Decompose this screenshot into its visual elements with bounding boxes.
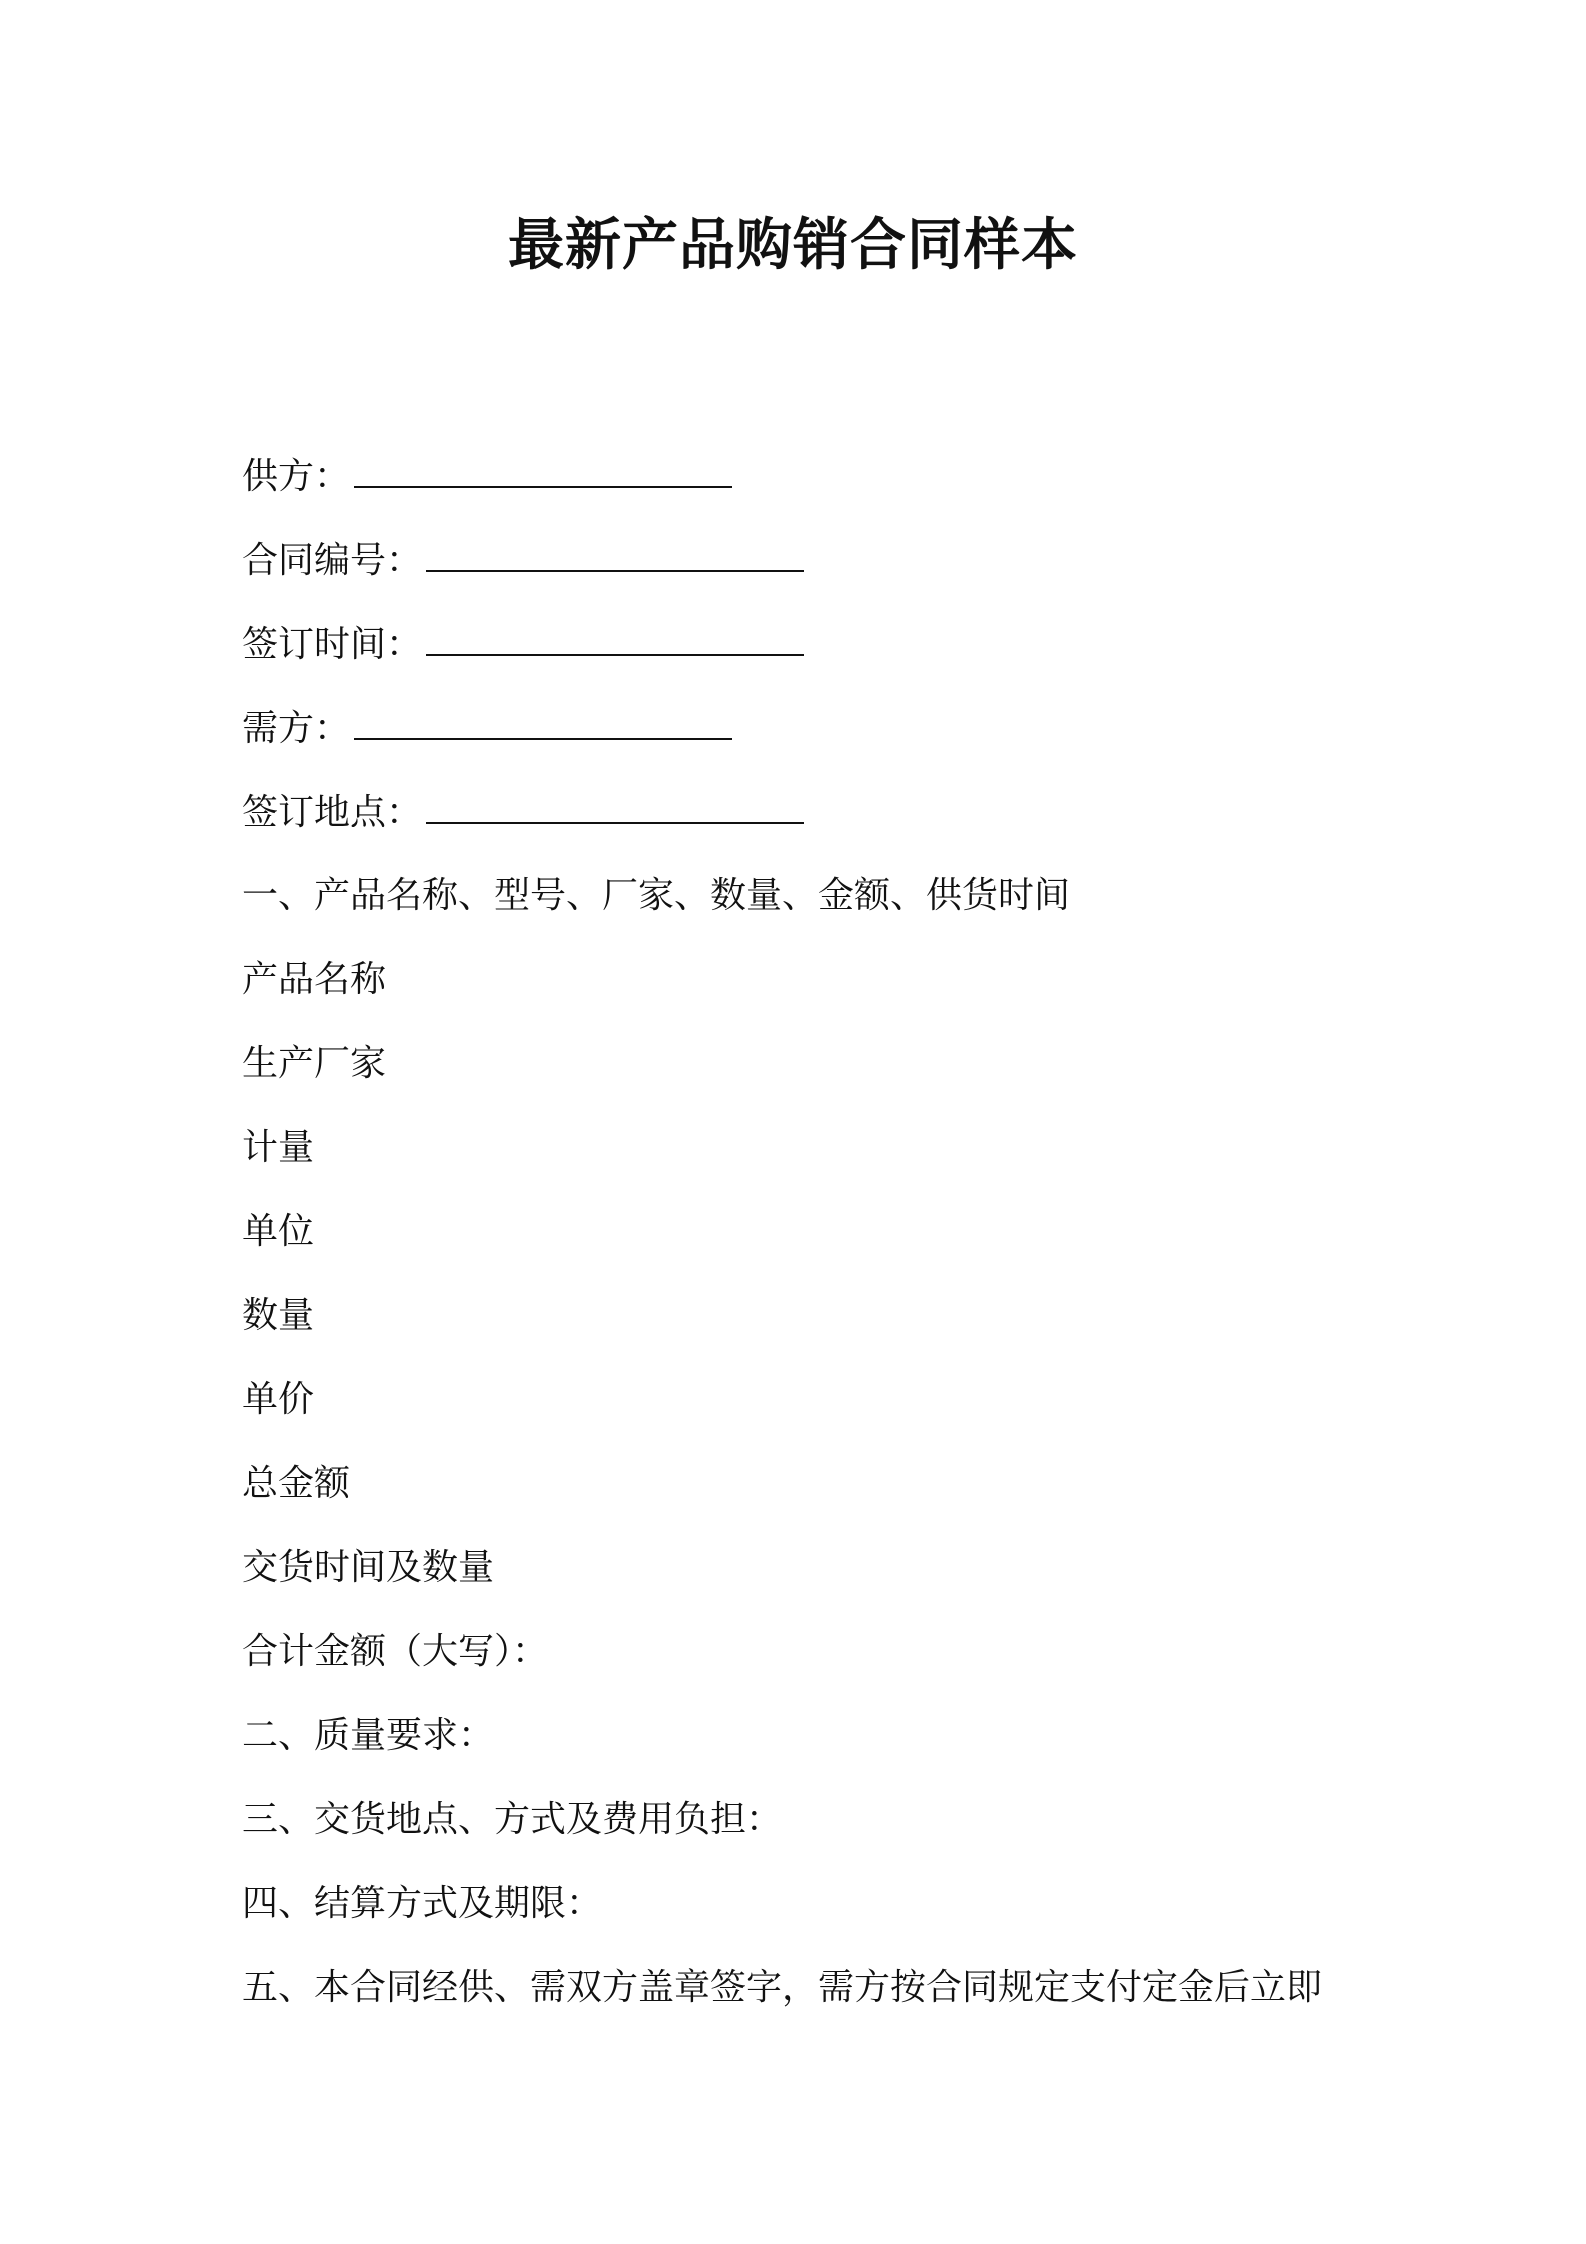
- text-line: 总金额: [242, 1463, 351, 1504]
- section-4-heading: 四、结算方式及期限：: [242, 1883, 603, 1924]
- field-signing-time: [242, 614, 1392, 698]
- field-label: 签订地点：: [242, 792, 423, 833]
- field-contract-number: [242, 530, 1392, 614]
- text-line: 单位: [242, 1211, 315, 1252]
- field-label: 签订时间：: [242, 624, 423, 665]
- document-body: [242, 446, 1392, 2042]
- section-2-heading: 二、质量要求：: [242, 1715, 495, 1756]
- field-supplier: [242, 446, 1392, 530]
- fill-in-blank: [426, 530, 804, 572]
- field-label: 合同编号：: [242, 540, 423, 581]
- field-label: 供方：: [242, 456, 351, 497]
- document-title: 最新产品购销合同样本: [508, 213, 1078, 278]
- text-line: 交货时间及数量: [242, 1547, 495, 1588]
- section-5-text: 五、本合同经供、需双方盖章签字，需方按合同规定支付定金后立即: [242, 1967, 1323, 2008]
- text-line: 单价: [242, 1379, 315, 1420]
- section-1-heading: 一、产品名称、型号、厂家、数量、金额、供货时间: [242, 875, 1071, 916]
- text-line: 生产厂家: [242, 1043, 387, 1084]
- section-3-heading: 三、交货地点、方式及费用负担：: [242, 1799, 783, 1840]
- text-line: 合计金额（大写）：: [242, 1631, 549, 1672]
- fill-in-blank: [354, 698, 732, 740]
- field-buyer: [242, 698, 1392, 782]
- field-signing-place: [242, 782, 1392, 866]
- fill-in-blank: [426, 782, 804, 824]
- field-label: 需方：: [242, 708, 351, 749]
- text-line: 产品名称: [242, 959, 387, 1000]
- fill-in-blank: [354, 446, 732, 488]
- text-line: 数量: [242, 1295, 315, 1336]
- text-line: 计量: [242, 1127, 315, 1168]
- fill-in-blank: [426, 614, 804, 656]
